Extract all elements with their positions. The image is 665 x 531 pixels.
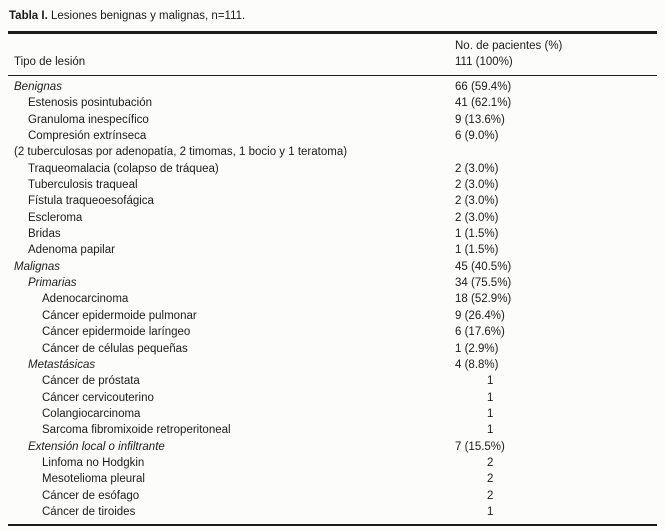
row-value: 2: [487, 456, 494, 469]
row-value: 9 (26.4%): [455, 309, 505, 322]
row-label: Bridas: [28, 228, 61, 241]
row-label: (2 tuberculosas por adenopatía, 2 timomas, 1 bocio y 1 teratoma): [14, 146, 348, 159]
row-label: Cáncer de esófago: [42, 489, 140, 502]
row-value: 66 (59.4%): [455, 81, 512, 93]
table-row: [8, 259, 657, 275]
row-value: 7 (15.5%): [455, 440, 505, 453]
header-patients-total: 111 (100%): [455, 55, 513, 68]
row-value: 2 (3.0%): [455, 162, 499, 175]
table-row: [8, 357, 657, 373]
table-caption-text: Lesiones benignas y malignas, n=111.: [47, 10, 246, 22]
row-value: 1 (1.5%): [455, 244, 499, 257]
row-value: [455, 144, 657, 160]
table-row: [8, 79, 657, 95]
table-row: [8, 291, 657, 307]
table-row: [8, 177, 657, 193]
table-row: [8, 455, 657, 471]
row-value: 1 (2.9%): [455, 342, 499, 355]
row-label: Traqueomalacia (colapso de tráquea): [28, 162, 219, 175]
row-label: Compresión extrínseca: [28, 130, 147, 143]
table-row: [8, 471, 657, 487]
row-label: Benignas: [14, 81, 62, 93]
table-row: [8, 144, 657, 160]
table-row: [8, 128, 657, 144]
row-label: Linfoma no Hodgkin: [42, 456, 145, 469]
table-row: [8, 341, 657, 357]
row-value: 9 (13.6%): [455, 113, 505, 126]
row-label: Fístula traqueoesofágica: [28, 195, 154, 208]
table-row: [8, 324, 657, 340]
table-row: [8, 308, 657, 324]
row-label: Malignas: [14, 260, 61, 273]
row-label: Adenoma papilar: [28, 244, 115, 257]
row-value: 1: [487, 505, 494, 518]
table-header-row-2: [8, 55, 657, 71]
row-value: 41 (62.1%): [455, 97, 512, 110]
row-label: Estenosis posintubación: [28, 97, 153, 110]
row-label: Cáncer de próstata: [42, 375, 140, 388]
row-label: Metastásicas: [28, 358, 96, 371]
row-value: 6 (9.0%): [455, 130, 499, 143]
table-row: [8, 95, 657, 111]
row-value: 2 (3.0%): [455, 211, 499, 224]
row-label: Colangiocarcinoma: [42, 407, 141, 420]
table-row: [8, 439, 657, 455]
row-value: 1: [487, 424, 494, 437]
table-header: [8, 31, 657, 76]
table-row: [8, 390, 657, 406]
row-value: 18 (52.9%): [455, 293, 512, 306]
row-value: 2: [487, 489, 494, 502]
row-value: 2 (3.0%): [455, 179, 499, 192]
row-label: Cáncer cervicouterino: [42, 391, 154, 404]
table-row: [8, 504, 657, 520]
row-label: Sarcoma fibromixoide retroperitoneal: [42, 424, 231, 437]
table-row: [8, 422, 657, 438]
header-patients-col: No. de pacientes (%): [455, 40, 563, 52]
row-value: 34 (75.5%): [455, 277, 512, 290]
row-label: Cáncer epidermoide laríngeo: [42, 326, 191, 339]
table-row: [8, 161, 657, 177]
header-spacer: [8, 39, 455, 55]
row-value: 1: [487, 391, 494, 404]
table-header-row-1: [8, 39, 657, 55]
row-label: Cáncer de tiroides: [42, 505, 136, 518]
row-label: Cáncer epidermoide pulmonar: [42, 309, 197, 322]
row-label: Escleroma: [28, 211, 83, 224]
table-row: [8, 275, 657, 291]
row-label: Cáncer de células pequeñas: [42, 342, 188, 355]
table-caption-number: Tabla I.: [9, 10, 48, 22]
table-row: [8, 112, 657, 128]
row-label: Adenocarcinoma: [42, 293, 129, 306]
row-label: Extensión local o infiltrante: [28, 440, 165, 453]
table-row: [8, 210, 657, 226]
table-body: [8, 76, 657, 526]
row-value: 1: [487, 375, 494, 388]
table-row: [8, 406, 657, 422]
table-row: [8, 488, 657, 504]
table-row: [8, 373, 657, 389]
row-label: Primarias: [28, 277, 77, 290]
row-value: 6 (17.6%): [455, 326, 505, 339]
row-label: Granuloma inespecífico: [28, 113, 149, 126]
table-caption: [8, 0, 657, 31]
row-value: 1: [487, 407, 494, 420]
row-label: Mesotelioma pleural: [42, 473, 145, 486]
row-value: 1 (1.5%): [455, 228, 499, 241]
table-row: [8, 242, 657, 258]
header-type-col: Tipo de lesión: [14, 55, 86, 68]
row-value: 4 (8.8%): [455, 358, 499, 371]
row-value: 2 (3.0%): [455, 195, 499, 208]
row-value: 2: [487, 473, 494, 486]
row-label: Tuberculosis traqueal: [28, 179, 138, 192]
row-value: 45 (40.5%): [455, 260, 512, 273]
table-row: [8, 226, 657, 242]
table-row: [8, 193, 657, 209]
